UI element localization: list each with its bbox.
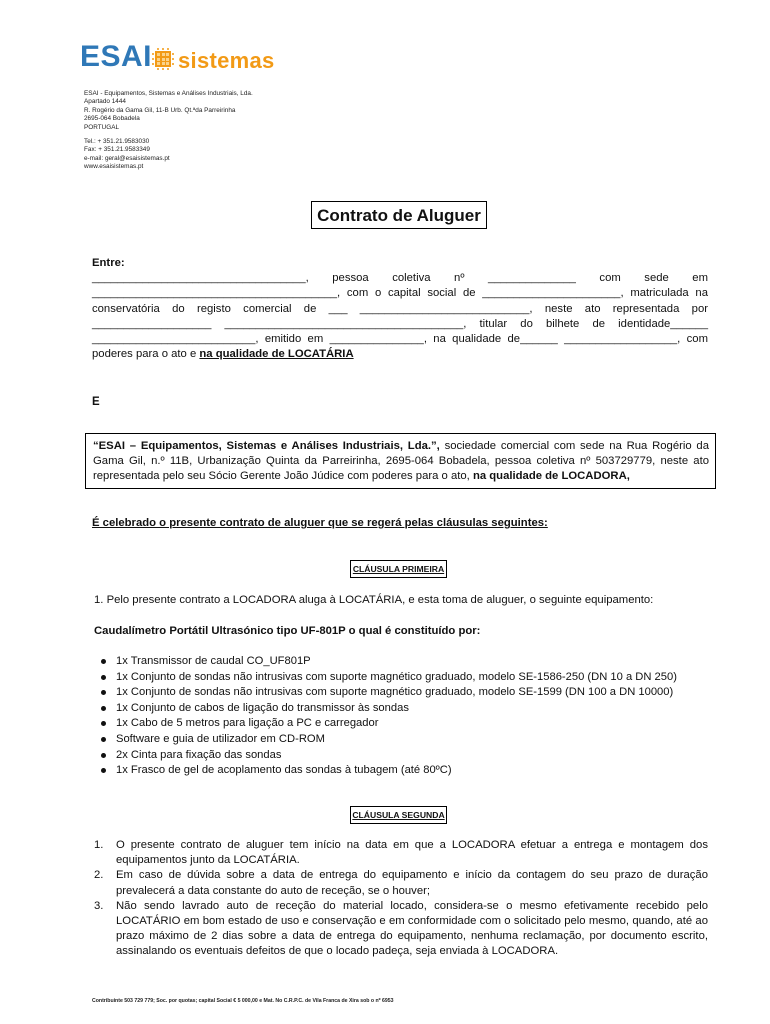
- list-item: [100, 685, 677, 701]
- company-line: PORTUGAL: [84, 123, 120, 131]
- list-item: [94, 868, 708, 898]
- list-item-text: 1x Transmissor de caudal CO_UF801P: [116, 655, 311, 667]
- party-locadora: [85, 433, 716, 489]
- clause-1-item-text: Pelo presente contrato a LOCADORA aluga à LOCATÁRIA, e esta toma de aluguer, o seguinte equipamento:: [106, 594, 654, 606]
- item-text: O presente contrato de aluguer tem início na data em que a LOCADORA efetuar a entrega e montagem dos equipamentos junto da LOCATÁRIA.: [116, 839, 708, 867]
- fill-line: ___________________ ______________________________________, titular do bilhete de identidade______: [92, 317, 708, 330]
- bullet-icon: [101, 721, 106, 726]
- list-item-text: 1x Conjunto de cabos de ligação do transmissor às sondas: [116, 701, 409, 714]
- company-phone: Tel.: + 351.21.9583030: [84, 138, 150, 146]
- list-item-text: 1x Frasco de gel de acoplamento das sondas à tubagem (até 80ºC): [116, 764, 452, 777]
- list-item: [100, 732, 677, 748]
- company-logo: [80, 40, 320, 80]
- company-fax: Fax: + 351.21.9583349: [84, 146, 150, 154]
- logo-brand: ESAI: [80, 40, 153, 73]
- fill-line: __________________________________, pessoa coletiva nº ______________ com sede em: [92, 272, 708, 285]
- fill-line: _______________________________________, com o capital social de ______________________, matriculada na: [92, 287, 708, 300]
- intro-statement: É celebrado o presente contrato de aluguer que se regerá pelas cláusulas seguintes:: [92, 517, 548, 529]
- clause-1-item-num: 1.: [94, 594, 104, 606]
- equipment-list: [100, 654, 677, 779]
- company-website: www.esaisistemas.pt: [84, 163, 144, 171]
- clause-2-title: [350, 806, 447, 824]
- fill-line: __________________________, emitido em _______________, na qualidade de______ __________________, com: [92, 333, 708, 346]
- equipment-title: Caudalímetro Portátil Ultrasónico tipo UF-801P o qual é constituído por:: [94, 625, 481, 637]
- list-item-text: Software e guia de utilizador em CD-ROM: [116, 732, 325, 745]
- party-locataria: [92, 256, 708, 362]
- item-number: 3.: [94, 899, 104, 912]
- item-number: 2.: [94, 869, 104, 882]
- item-text: Não sendo lavrado auto de receção do material locado, considera-se o mesmo efetivamente recebido pelo LOCATÁRIO em bom estado de uso e conservação e em conformidade com o solicitado pelo mesmo, quando, até ao prazo máximo de 2 dias sobre a data de entrega do equipamento, nenhuma reclamação, por documento escrito, assinalando os eventuais defeitos de que o locado padeça, seja enviada à LOCADORA.: [116, 899, 708, 958]
- bullet-icon: [101, 753, 106, 758]
- party2-role: na qualidade de LOCADORA,: [472, 470, 630, 483]
- list-item: [94, 838, 708, 868]
- party2-name: “ESAI – Equipamentos, Sistemas e Análises Industriais, Lda.”,: [93, 440, 440, 452]
- item-number: 1.: [94, 839, 104, 851]
- list-item: [100, 748, 677, 764]
- clause-2-title-text: CLÁUSULA SEGUNDA: [352, 810, 445, 820]
- legal-footer: Contribuinte 503 729 779; Soc. por quotas; capital Social € 5 000,00 e Mat. No C.R.P.C. de Vila Franca de Xira sob o nº 6953: [92, 998, 394, 1004]
- party-label: Entre:: [92, 257, 125, 269]
- list-item: [100, 716, 677, 732]
- chip-icon: [152, 48, 174, 70]
- document-title: Contrato de Aluguer: [311, 201, 487, 229]
- bullet-icon: [101, 737, 106, 742]
- list-item-text: 1x Conjunto de sondas não intrusivas com suporte magnético graduado, modelo SE-1599 (DN 100 a DN 10000): [116, 686, 674, 699]
- company-email: e-mail: geral@esaisistemas.pt: [84, 154, 170, 162]
- fill-line: conservatória do registo comercial de ___ ___________________________, neste ato representada por: [92, 302, 708, 315]
- list-item-text: 1x Conjunto de sondas não intrusivas com suporte magnético graduado, modelo SE-1586-250 (DN 10 a DN 250): [116, 670, 677, 683]
- party2-text: sociedade comercial com sede na Rua Rogério da Gama Gil, n.º 11B, Urbanização Quinta da Parreirinha, 2695-064 Bobadela, pessoa coletiva nº 503729779, neste ato representada pelo seu Sócio Gerente João Júdice com poderes para o ato,: [93, 440, 709, 483]
- list-item-text: 1x Cabo de 5 metros para ligação a PC e carregador: [116, 717, 379, 730]
- clause-1-item: [94, 594, 653, 606]
- company-line: ESAI - Equipamentos, Sistemas e Análises Industriais, Lda.: [84, 90, 253, 97]
- bullet-icon: [101, 675, 106, 680]
- company-line: 2695-064 Bobadela: [84, 115, 140, 123]
- bullet-icon: [101, 706, 106, 711]
- clause-1-title: [350, 560, 447, 578]
- list-item: [100, 670, 677, 686]
- list-item: [100, 701, 677, 717]
- logo-suffix: sistemas: [178, 48, 275, 73]
- party-separator: E: [92, 396, 100, 408]
- party1-last-text: poderes para o ato e: [92, 348, 200, 361]
- item-text: Em caso de dúvida sobre a data de entrega do equipamento e início da contagem do seu prazo de duração prevalecerá a data constante do auto de receção, se o houver;: [116, 869, 708, 897]
- list-item: [94, 899, 708, 960]
- list-item: [100, 654, 677, 670]
- fill-line-last: [92, 347, 708, 362]
- company-line: Apartado 1444: [84, 98, 126, 106]
- list-item-text: 2x Cinta para fixação das sondas: [116, 748, 282, 761]
- company-line: R. Rogério da Gama Gil, 11-B Urb. Qt.ªda Parreirinha: [84, 106, 236, 114]
- clause-1-title-text: CLÁUSULA PRIMEIRA: [352, 564, 445, 574]
- bullet-icon: [101, 768, 106, 773]
- bullet-icon: [101, 659, 106, 664]
- party1-role: na qualidade de LOCATÁRIA: [199, 348, 354, 361]
- clause-2-list: [94, 838, 708, 960]
- company-address-block: [84, 90, 253, 172]
- list-item: [100, 763, 677, 779]
- bullet-icon: [101, 690, 106, 695]
